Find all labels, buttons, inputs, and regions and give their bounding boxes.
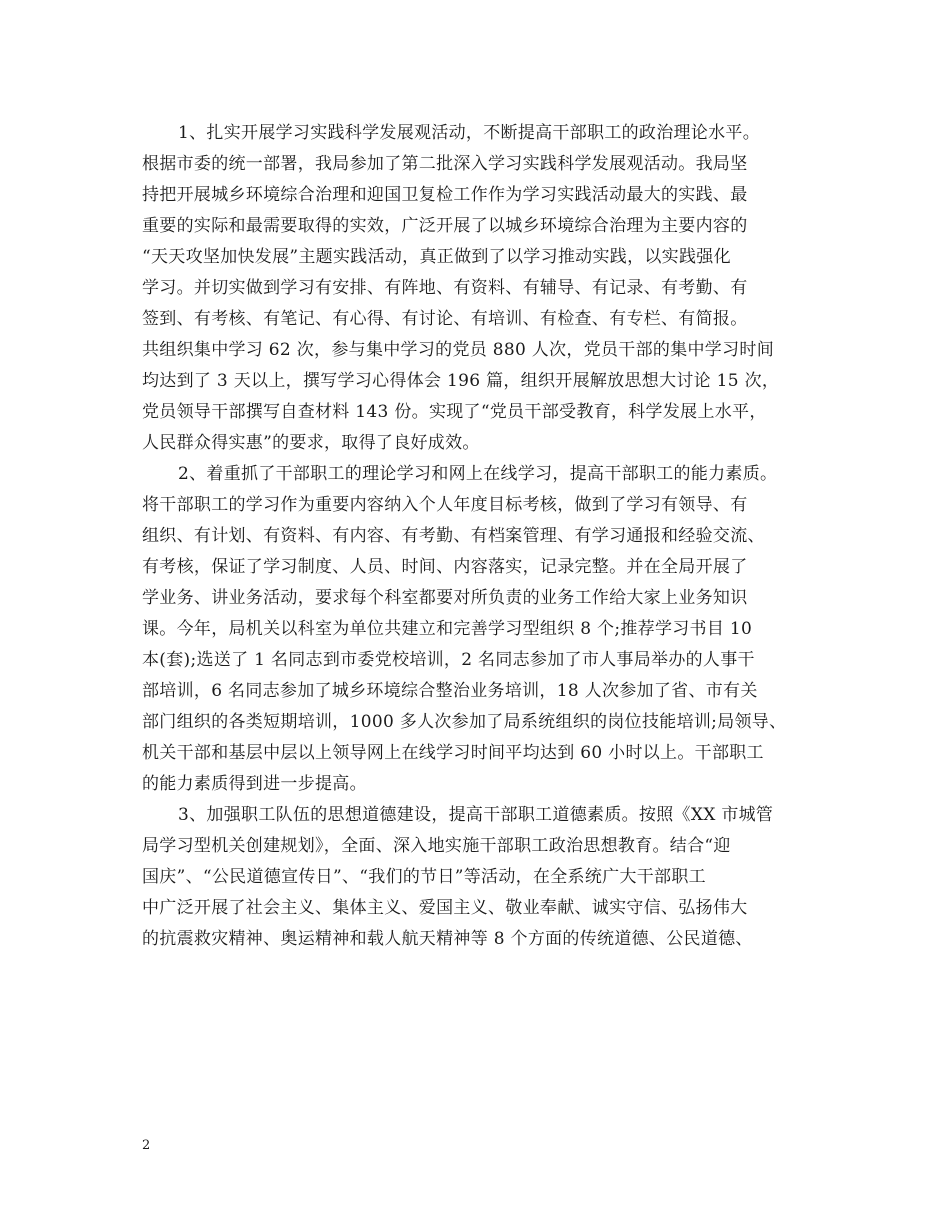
text-line: 3、加强职工队伍的思想道德建设，提高干部职工道德素质。按照《XX 市城管 — [178, 805, 774, 825]
text-line: 的能力素质得到进一步提高。 — [142, 774, 367, 794]
text-line: 的抗震救灾精神、奥运精神和载人航天精神等 8 个方面的传统道德、公民道德、 — [142, 929, 753, 949]
text-line: 学习。并切实做到学习有安排、有阵地、有资料、有辅导、有记录、有考勤、有 — [142, 278, 748, 298]
text-line: 2、着重抓了干部职工的理论学习和网上在线学习，提高干部职工的能力素质。 — [178, 464, 778, 484]
text-line: 均达到了 3 天以上，撰写学习心得体会 196 篇，组织开展解放思想大讨论 15 次， — [142, 371, 780, 391]
paragraph-3 — [142, 800, 822, 955]
text-line: 课。今年，局机关以科室为单位共建立和完善学习型组织 8 个;推荐学习书目 10 — [142, 619, 753, 639]
text-line: 根据市委的统一部署，我局参加了第二批深入学习实践科学发展观活动。我局坚 — [142, 154, 748, 174]
document-body — [142, 118, 822, 955]
paragraph-1 — [142, 118, 822, 459]
text-line: 本(套);选送了 1 名同志到市委党校培训，2 名同志参加了市人事局举办的人事干 — [142, 650, 755, 670]
text-line: 党员领导干部撰写自查材料 143 份。实现了“党员干部受教育，科学发展上水平， — [142, 402, 767, 422]
text-line: 部培训，6 名同志参加了城乡环境综合整治业务培训，18 人次参加了省、市有关 — [142, 681, 758, 701]
text-line: 将干部职工的学习作为重要内容纳入个人年度目标考核，做到了学习有领导、有 — [142, 495, 748, 515]
text-line: 持把开展城乡环境综合治理和迎国卫复检工作作为学习实践活动最大的实践、最 — [142, 185, 748, 205]
text-line: 国庆”、“公民道德宣传日”、“我们的节日”等活动，在全系统广大干部职工 — [142, 867, 706, 887]
paragraph-2 — [142, 459, 822, 800]
text-line: 部门组织的各类短期培训，1000 多人次参加了局系统组织的岗位技能培训;局领导、 — [142, 712, 787, 732]
text-line: 组织、有计划、有资料、有内容、有考勤、有档案管理、有学习通报和经验交流、 — [142, 526, 765, 546]
text-line: 重要的实际和最需要取得的实效，广泛开展了以城乡环境综合治理为主要内容的 — [142, 216, 748, 236]
text-line: “天天攻坚加快发展”主题实践活动，真正做到了以学习推动实践，以实践强化 — [142, 247, 731, 267]
text-line: 中广泛开展了社会主义、集体主义、爱国主义、敬业奉献、诚实守信、弘扬伟大 — [142, 898, 748, 918]
text-line: 1、扎实开展学习实践科学发展观活动，不断提高干部职工的政治理论水平。 — [178, 123, 761, 143]
text-line: 签到、有考核、有笔记、有心得、有讨论、有培训、有检查、有专栏、有简报。 — [142, 309, 748, 329]
text-line: 人民群众得实惠”的要求，取得了良好成效。 — [142, 433, 480, 453]
text-line: 局学习型机关创建规划》，全面、深入地实施干部职工政治思想教育。结合“迎 — [142, 836, 731, 856]
text-line: 学业务、讲业务活动，要求每个科室都要对所负责的业务工作给大家上业务知识 — [142, 588, 748, 608]
page-number: 2 — [142, 1138, 151, 1153]
text-line: 共组织集中学习 62 次，参与集中学习的党员 880 人次，党员干部的集中学习时间 — [142, 340, 774, 360]
text-line: 有考核，保证了学习制度、人员、时间、内容落实，记录完整。并在全局开展了 — [142, 557, 748, 577]
text-line: 机关干部和基层中层以上领导网上在线学习时间平均达到 60 小时以上。干部职工 — [142, 743, 764, 763]
